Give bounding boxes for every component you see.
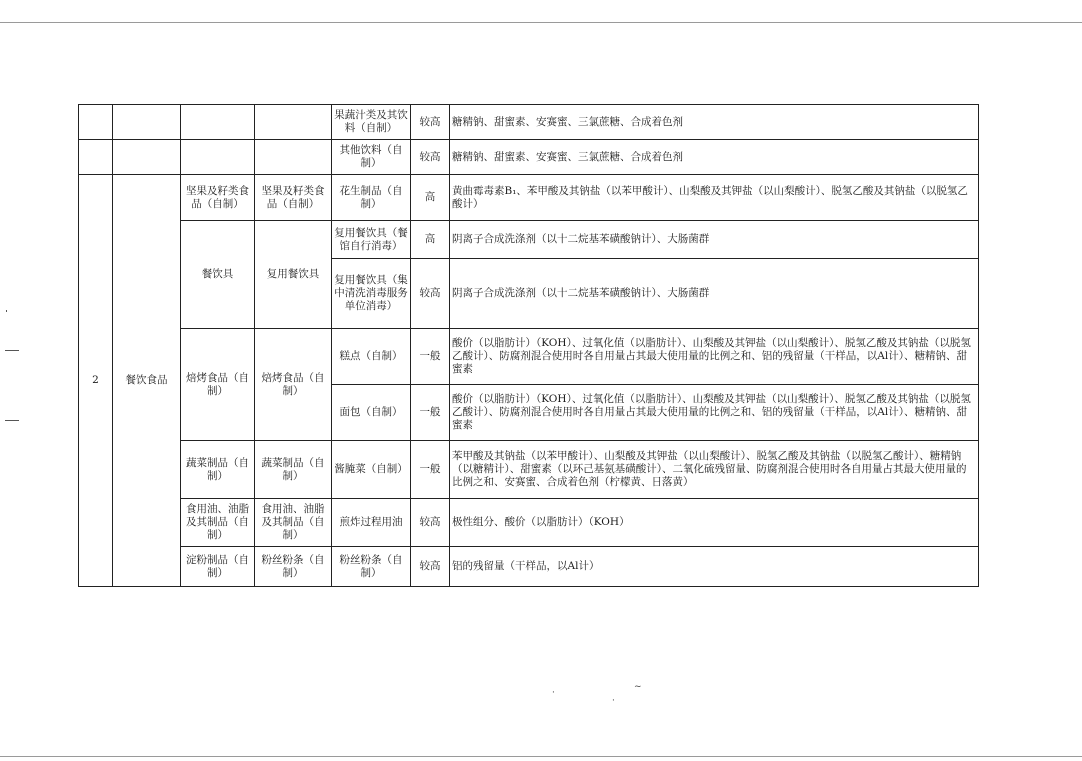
test-items-cell: 黄曲霉毒素B₁、苯甲酸及其钠盐（以苯甲酸计）、山梨酸及其钾盐（以山梨酸计）、脱氢乙酸及其钠盐（以脱氢乙酸计） bbox=[450, 175, 979, 221]
risk-level-cell: 较高 bbox=[411, 547, 450, 587]
food-category-cell: 食用油、油脂及其制品（自制） bbox=[181, 499, 255, 547]
food-item-cell: 煎炸过程用油 bbox=[332, 499, 411, 547]
test-items-cell: 酸价（以脂肪计）（KOH）、过氧化值（以脂肪计）、山梨酸及其钾盐（以山梨酸计）、脱氢乙酸及其钠盐（以脱氢乙酸计）、防腐剂混合使用时各自用量占其最大使用量的比例之和、铝的残留量（干样品，以Al计）、糖精钠、甜蜜素 bbox=[450, 385, 979, 441]
category-cell: 餐饮食品 bbox=[113, 175, 181, 587]
seq-cell bbox=[79, 105, 113, 140]
test-items-cell: 苯甲酸及其钠盐（以苯甲酸计）、山梨酸及其钾盐（以山梨酸计）、脱氢乙酸及其钠盐（以脱氢乙酸计）、糖精钠（以糖精计）、甜蜜素（以环己基氨基磺酸计）、二氧化硫残留量、防腐剂混合使用时各自用量占其最大使用量的比例之和、安赛蜜、合成着色剂（柠檬黄、日落黄） bbox=[450, 441, 979, 499]
risk-level-cell: 较高 bbox=[411, 499, 450, 547]
food-item-cell: 糕点（自制） bbox=[332, 329, 411, 385]
scan-edge-mark bbox=[5, 420, 19, 421]
test-items-cell: 铝的残留量（干样品，以Al计） bbox=[450, 547, 979, 587]
table-row bbox=[79, 547, 979, 587]
scan-edge-mark bbox=[6, 310, 7, 312]
table-row bbox=[79, 221, 979, 259]
seq-cell bbox=[79, 140, 113, 175]
scan-top-border bbox=[0, 22, 1082, 23]
food-subcategory-cell: 坚果及籽类食品（自制） bbox=[255, 175, 332, 221]
test-items-cell: 酸价（以脂肪计）（KOH）、过氧化值（以脂肪计）、山梨酸及其钾盐（以山梨酸计）、脱氢乙酸及其钠盐（以脱氢乙酸计）、防腐剂混合使用时各自用量占其最大使用量的比例之和、铝的残留量（干样品，以Al计）、糖精钠、甜蜜素 bbox=[450, 329, 979, 385]
food-subcategory-cell: 食用油、油脂及其制品（自制） bbox=[255, 499, 332, 547]
test-items-cell: 阴离子合成洗涤剂（以十二烷基苯磺酸钠计）、大肠菌群 bbox=[450, 221, 979, 259]
risk-level-cell: 较高 bbox=[411, 140, 450, 175]
test-items-cell: 极性组分、酸价（以脂肪计）（KOH） bbox=[450, 499, 979, 547]
risk-level-cell: 一般 bbox=[411, 385, 450, 441]
food-item-cell: 复用餐饮具（集中清洗消毒服务单位消毒） bbox=[332, 259, 411, 329]
table-row bbox=[79, 499, 979, 547]
food-item-cell: 花生制品（自制） bbox=[332, 175, 411, 221]
food-category-cell bbox=[181, 105, 255, 140]
food-subcategory-cell: 蔬菜制品（自制） bbox=[255, 441, 332, 499]
risk-level-cell: 高 bbox=[411, 221, 450, 259]
table-row bbox=[79, 105, 979, 140]
scan-bottom-border bbox=[0, 756, 1082, 757]
food-category-cell: 坚果及籽类食品（自制） bbox=[181, 175, 255, 221]
category-cell bbox=[113, 140, 181, 175]
food-category-cell bbox=[181, 140, 255, 175]
table-row bbox=[79, 140, 979, 175]
food-item-cell: 复用餐饮具（餐馆自行消毒） bbox=[332, 221, 411, 259]
risk-level-cell: 较高 bbox=[411, 259, 450, 329]
risk-level-cell: 高 bbox=[411, 175, 450, 221]
food-category-cell: 淀粉制品（自制） bbox=[181, 547, 255, 587]
food-subcategory-cell bbox=[255, 105, 332, 140]
test-items-cell: 糖精钠、甜蜜素、安赛蜜、三氯蔗糖、合成着色剂 bbox=[450, 140, 979, 175]
food-item-cell: 其他饮料（自制） bbox=[332, 140, 411, 175]
seq-cell: 2 bbox=[79, 175, 113, 587]
food-item-cell: 粉丝粉条（自制） bbox=[332, 547, 411, 587]
scan-speck: · bbox=[612, 696, 615, 706]
food-item-cell: 果蔬汁类及其饮料（自制） bbox=[332, 105, 411, 140]
risk-level-cell: 一般 bbox=[411, 441, 450, 499]
food-category-cell: 餐饮具 bbox=[181, 221, 255, 329]
scan-edge-mark bbox=[5, 350, 19, 351]
food-item-cell: 面包（自制） bbox=[332, 385, 411, 441]
food-subcategory-cell: 复用餐饮具 bbox=[255, 221, 332, 329]
scan-speck: ~ bbox=[634, 682, 642, 692]
food-subcategory-cell: 焙烤食品（自制） bbox=[255, 329, 332, 441]
risk-level-cell: 较高 bbox=[411, 105, 450, 140]
test-items-cell: 糖精钠、甜蜜素、安赛蜜、三氯蔗糖、合成着色剂 bbox=[450, 105, 979, 140]
table-row bbox=[79, 175, 979, 221]
category-cell bbox=[113, 105, 181, 140]
food-subcategory-cell: 粉丝粉条（自制） bbox=[255, 547, 332, 587]
food-item-cell: 酱腌菜（自制） bbox=[332, 441, 411, 499]
table-row bbox=[79, 329, 979, 385]
scan-speck: · bbox=[552, 688, 555, 698]
test-items-cell: 阴离子合成洗涤剂（以十二烷基苯磺酸钠计）、大肠菌群 bbox=[450, 259, 979, 329]
food-category-cell: 蔬菜制品（自制） bbox=[181, 441, 255, 499]
table-row bbox=[79, 441, 979, 499]
food-category-cell: 焙烤食品（自制） bbox=[181, 329, 255, 441]
inspection-table bbox=[78, 104, 979, 587]
food-subcategory-cell bbox=[255, 140, 332, 175]
risk-level-cell: 一般 bbox=[411, 329, 450, 385]
